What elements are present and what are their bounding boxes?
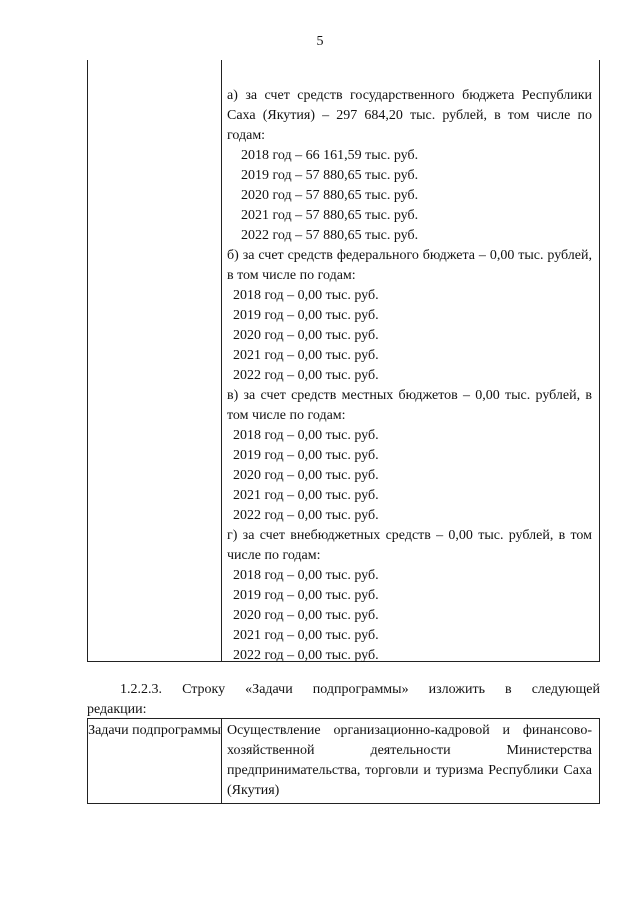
- local-budget-text: в) за счет средств местных бюджетов – 0,00 тыс. рублей, в том числе по годам:: [227, 388, 592, 423]
- extra-budget-year-2021: 2021 год – 0,00 тыс. руб.: [233, 628, 379, 643]
- federal-budget-year-2020: 2020 год – 0,00 тыс. руб.: [233, 328, 379, 343]
- federal-budget-year-2022: 2022 год – 0,00 тыс. руб.: [233, 368, 379, 383]
- instruction-line-1: 1.2.2.3. Строку «Задачи подпрограммы» изложить в следующей: [120, 682, 600, 697]
- state-budget-year-2020: 2020 год – 57 880,65 тыс. руб.: [241, 188, 419, 203]
- extra-budget-year-2018: 2018 год – 0,00 тыс. руб.: [233, 568, 379, 583]
- federal-budget-year-2019: 2019 год – 0,00 тыс. руб.: [233, 308, 379, 323]
- tasks-label: Задачи подпрограммы: [88, 723, 221, 738]
- tasks-value: Осуществление организационно-кадровой и финансово-хозяйственной деятельности Министерства предпринимательства, торговли и туризма Республики Саха (Якутия): [227, 723, 592, 798]
- local-budget-year-2020: 2020 год – 0,00 тыс. руб.: [233, 468, 379, 483]
- local-budget-year-2018: 2018 год – 0,00 тыс. руб.: [233, 428, 379, 443]
- instruction-line-2: редакции:: [87, 702, 147, 717]
- state-budget-text: а) за счет средств государственного бюджета Республики Саха (Якутия) – 297 684,20 тыс. рублей, в том числе по годам:: [227, 88, 592, 143]
- state-budget-year-2021: 2021 год – 57 880,65 тыс. руб.: [241, 208, 419, 223]
- amendment-instruction: [87, 680, 600, 720]
- tasks-table: [87, 718, 600, 804]
- local-budget-year-2022: 2022 год – 0,00 тыс. руб.: [233, 508, 379, 523]
- extra-budget-year-2019: 2019 год – 0,00 тыс. руб.: [233, 588, 379, 603]
- state-budget-year-2018: 2018 год – 66 161,59 тыс. руб.: [241, 148, 419, 163]
- federal-budget-text: б) за счет средств федерального бюджета – 0,00 тыс. рублей, в том числе по годам:: [227, 248, 592, 283]
- page-number: 5: [316, 34, 324, 49]
- local-budget-year-2019: 2019 год – 0,00 тыс. руб.: [233, 448, 379, 463]
- state-budget-year-2022: 2022 год – 57 880,65 тыс. руб.: [241, 228, 419, 243]
- federal-budget-year-2018: 2018 год – 0,00 тыс. руб.: [233, 288, 379, 303]
- table-column-divider: [221, 719, 222, 803]
- state-budget-year-2019: 2019 год – 57 880,65 тыс. руб.: [241, 168, 419, 183]
- funding-table: [87, 60, 600, 662]
- federal-budget-year-2021: 2021 год – 0,00 тыс. руб.: [233, 348, 379, 363]
- table-column-divider: [221, 60, 222, 661]
- local-budget-year-2021: 2021 год – 0,00 тыс. руб.: [233, 488, 379, 503]
- extra-budget-text: г) за счет внебюджетных средств – 0,00 тыс. рублей, в том числе по годам:: [227, 528, 592, 563]
- funding-cell: [227, 86, 592, 666]
- extra-budget-year-2022: 2022 год – 0,00 тыс. руб.: [233, 648, 379, 663]
- extra-budget-year-2020: 2020 год – 0,00 тыс. руб.: [233, 608, 379, 623]
